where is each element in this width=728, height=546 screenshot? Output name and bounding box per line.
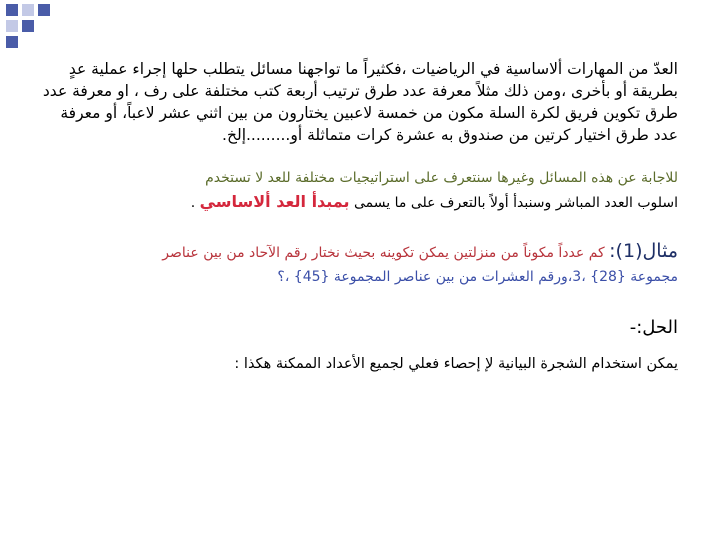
basic-counting-principle-term: بمبدأ العد ألاساسي bbox=[199, 192, 350, 211]
strategy-body: اسلوب العدد المباشر وسنبدأ أولاً بالتعرف على ما يسمى bbox=[354, 195, 678, 211]
solution-text: يمكن استخدام الشجرة البيانية لإ إحصاء فعلي لجميع الأعداد الممكنة هكذا : bbox=[234, 356, 678, 372]
decor-square bbox=[6, 36, 18, 48]
decor-square bbox=[6, 4, 18, 16]
decor-square bbox=[22, 20, 34, 32]
decor-square bbox=[6, 20, 18, 32]
slide-content bbox=[40, 58, 678, 372]
corner-decoration bbox=[0, 0, 60, 50]
solution-label: الحل:- bbox=[629, 317, 678, 338]
decor-square bbox=[38, 4, 50, 16]
example-question-line1: كم عدداً مكوناً من منزلتين يمكن تكوينه بحيث نختار رقم الآحاد من بين عناصر bbox=[162, 245, 605, 261]
strategy-paragraph bbox=[40, 166, 678, 215]
example-question-line2: مجموعة {28} ،3،ورقم العشرات من بين عناصر المجموعة {45} ،؟ bbox=[277, 269, 678, 285]
example-label: مثال(1): bbox=[609, 240, 678, 262]
example-block bbox=[40, 239, 678, 289]
decor-square bbox=[22, 4, 34, 16]
strategy-end: . bbox=[190, 195, 200, 211]
intro-paragraph: العدّ من المهارات ألاساسية في الرياضيات ،فكثيراً ما تواجهنا مسائل يتطلب حلها إجراء عملية عدٍ بطريقة أو بأخرى ،ومن ذلك مثلاً معرفة عدد طرق ترتيب أربعة كتب مختلفة على رف ، او معرفة عدد طرق تكوين فريق لكرة السلة مكون من خمسة لاعبين يختارون من بين اثني عشر لاعباً، أو معرفة عدد طرق اختيار كرتين من صندوق به عشرة كرات متماثلة أو.........إلخ. bbox=[42, 60, 678, 144]
strategy-lead: للاجابة عن هذه المسائل وغيرها سنتعرف على استراتيجيات مختلفة للعد لا تستخدم bbox=[205, 170, 678, 186]
